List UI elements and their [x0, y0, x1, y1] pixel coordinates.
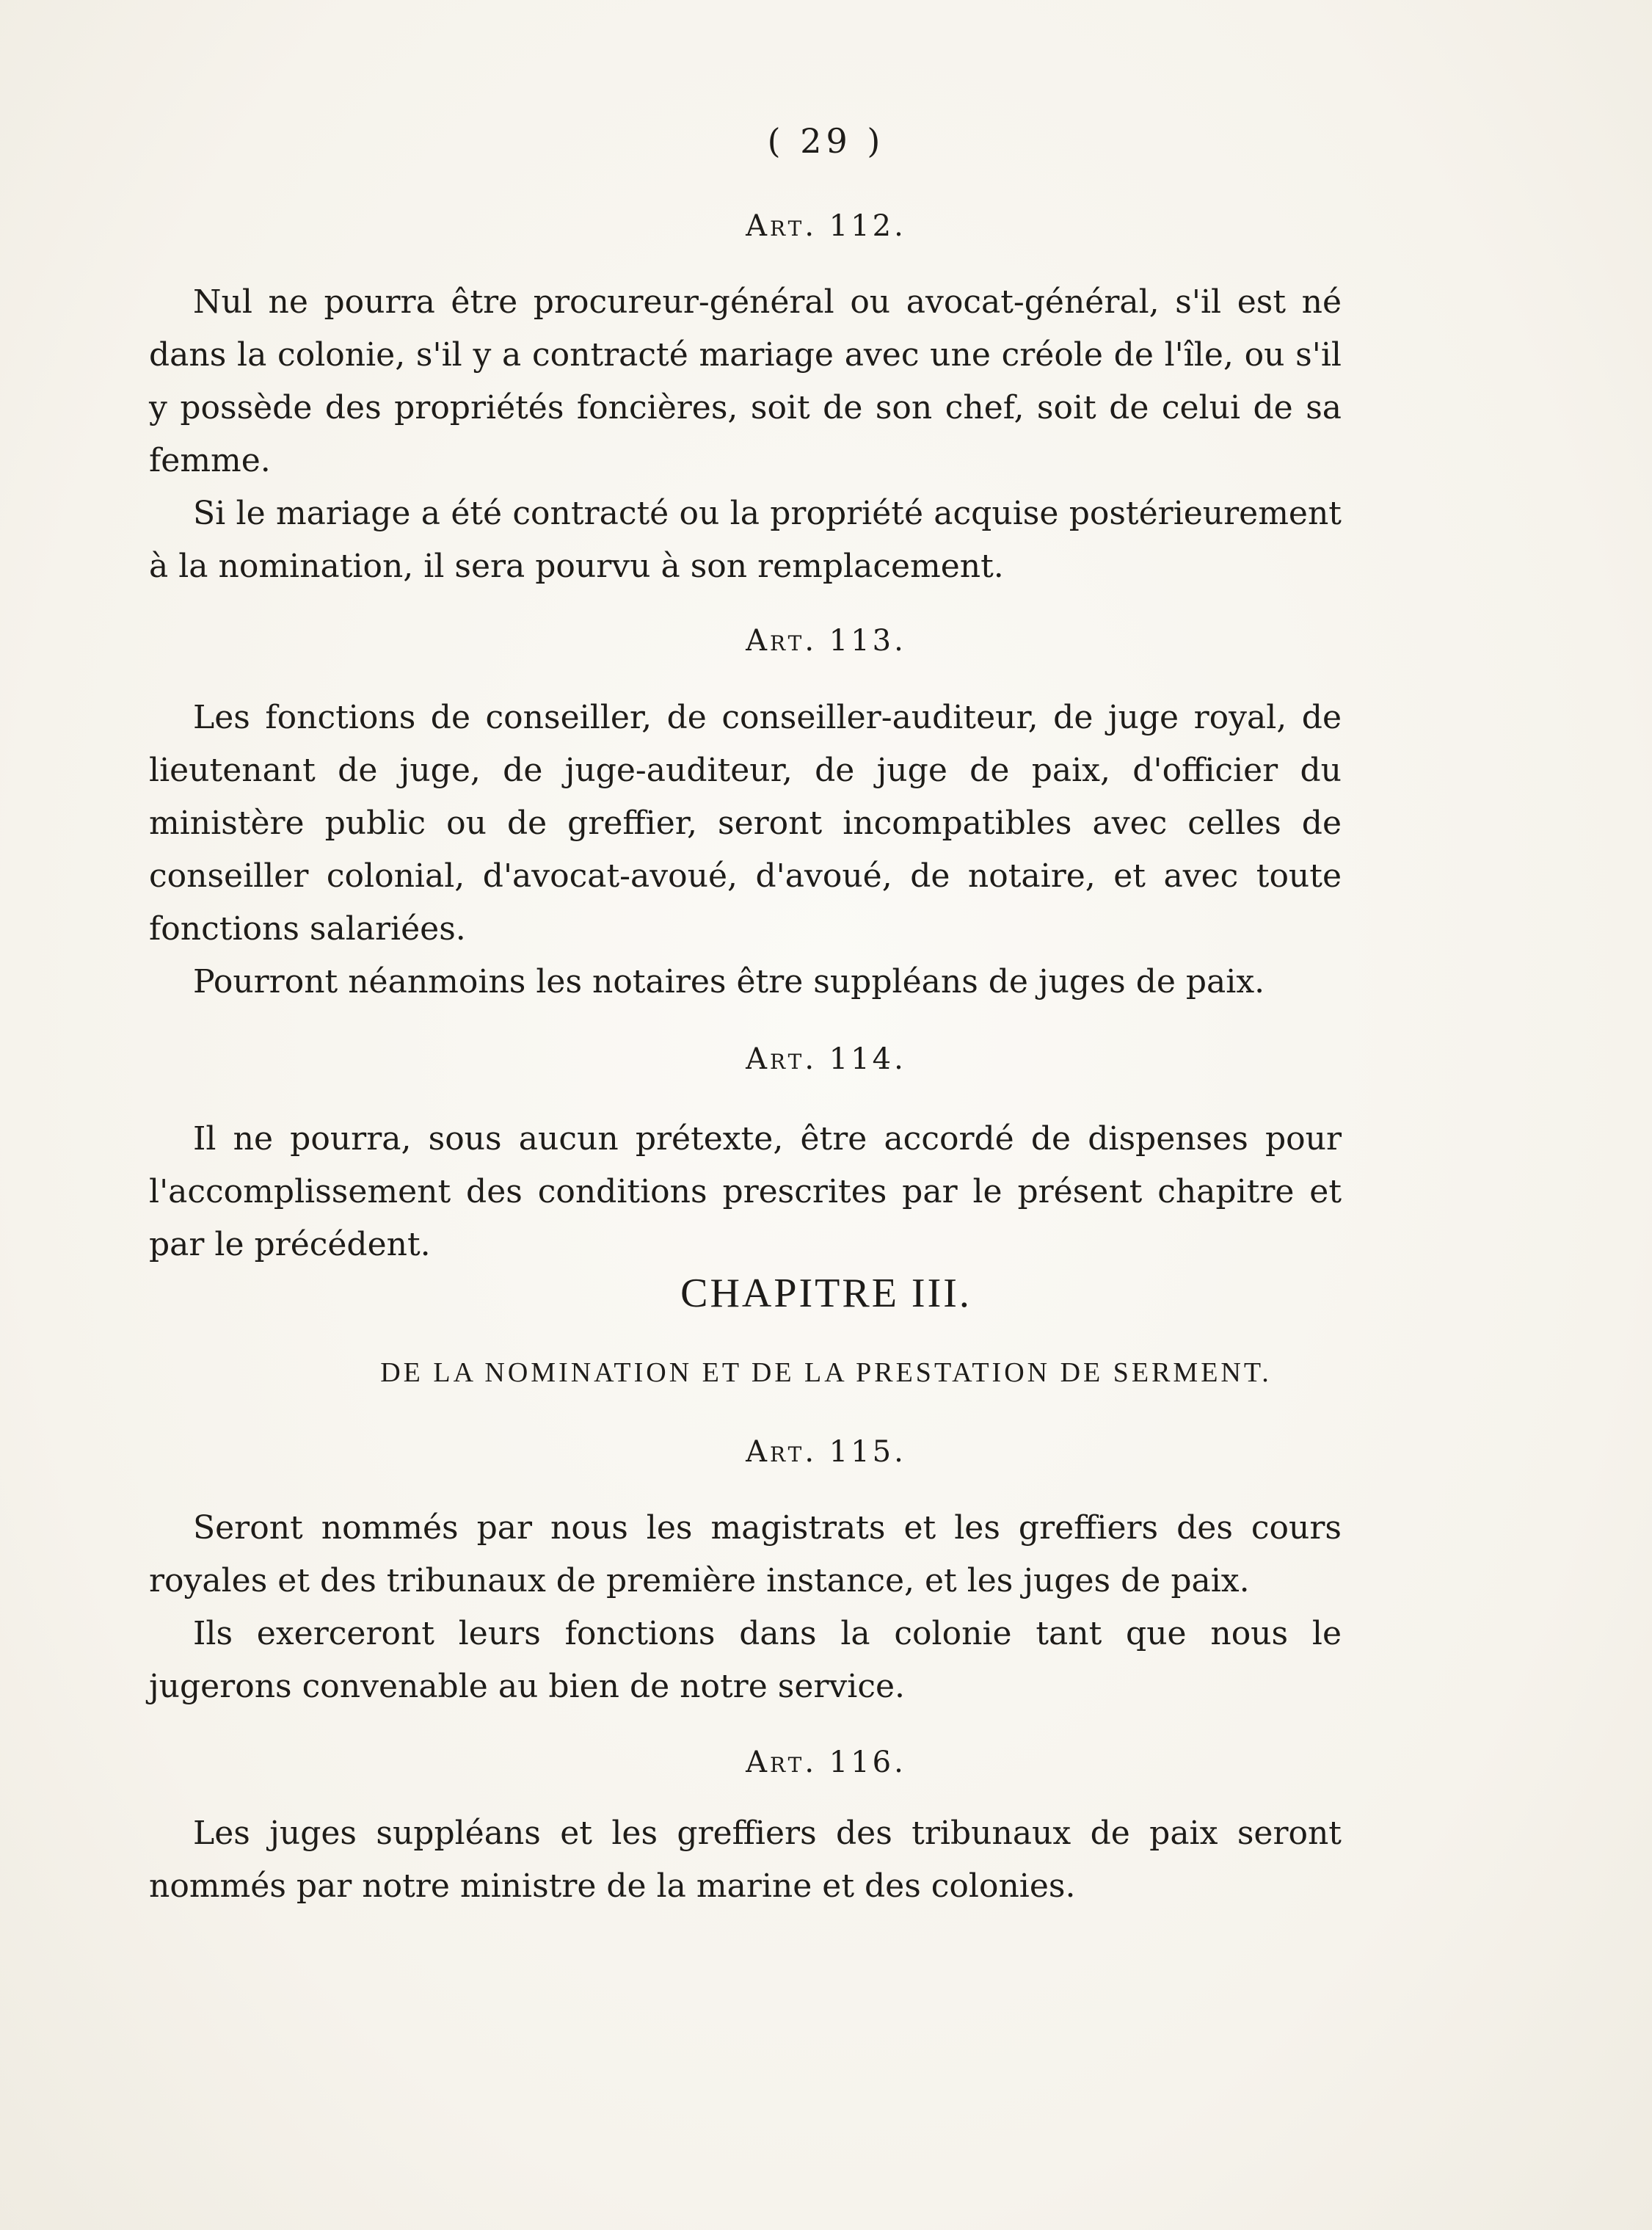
article-112-paragraph-1: Nul ne pourra être procureur-général ou avocat-général, s'il est né dans la colonie, s'il y a contracté mariage avec une créole de l'île, ou s'il y possède des propriétés foncières, soit de son chef, soit de celui de sa femme. [149, 283, 1342, 479]
article-115-paragraph-1: Seront nommés par nous les magistrats et les greffiers des cours royales et des tribunaux de première instance, et les juges de paix. [149, 1509, 1342, 1599]
article-116-heading: Art. 116. [746, 1746, 906, 1779]
article-115-heading: Art. 115. [746, 1435, 906, 1469]
article-113-heading: Art. 113. [746, 624, 906, 658]
chapter-subtitle: DE LA NOMINATION ET DE LA PRESTATION DE SERMENT. [380, 1357, 1272, 1388]
article-112-heading: Art. 112. [746, 209, 906, 243]
chapter-title: CHAPITRE III. [680, 1271, 972, 1316]
article-113-paragraph-1: Les fonctions de conseiller, de conseiller-auditeur, de juge royal, de lieutenant de juge, de juge-auditeur, de juge de paix, d'officier du ministère public ou de greffier, seront incompatibles avec celles de conseiller colonial, d'avocat-avoué, d'avoué, de notaire, et avec toute fonctions salariées. [149, 699, 1342, 948]
page-number: ( 29 ) [767, 121, 885, 161]
article-116-paragraph-1: Les juges suppléans et les greffiers des tribunaux de paix seront nommés par notre ministre de la marine et des colonies. [149, 1815, 1342, 1905]
article-113-paragraph-2: Pourront néanmoins les notaires être suppléans de juges de paix. [193, 963, 1265, 1000]
article-114-paragraph-1: Il ne pourra, sous aucun prétexte, être accordé de dispenses pour l'accomplissement des conditions prescrites par le présent chapitre et par le précédent. [149, 1120, 1342, 1263]
article-112-paragraph-2: Si le mariage a été contracté ou la propriété acquise postérieurement à la nomination, il sera pourvu à son remplacement. [149, 495, 1342, 585]
article-114-heading: Art. 114. [746, 1042, 906, 1076]
article-115-paragraph-2: Ils exerceront leurs fonctions dans la colonie tant que nous le jugerons convenable au bien de notre service. [149, 1615, 1342, 1705]
